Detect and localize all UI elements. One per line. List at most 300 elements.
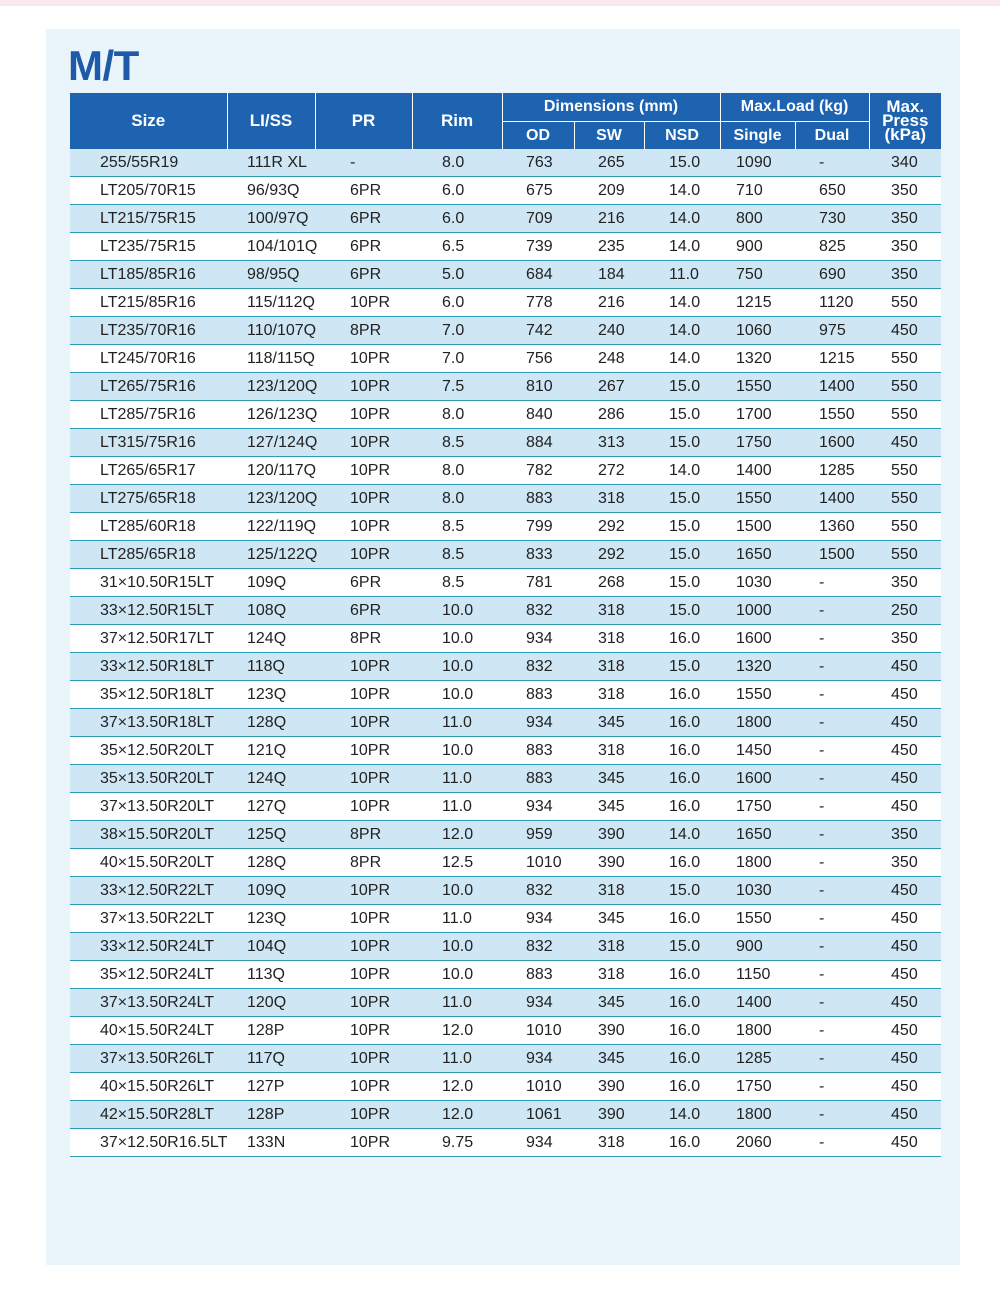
cell-sw: 318 (574, 961, 644, 989)
cell-rim: 10.0 (412, 933, 502, 961)
table-row (70, 289, 941, 317)
cell-li: 118/115Q (227, 345, 315, 373)
page-title: M/T (68, 42, 139, 89)
cell-dual: 1215 (795, 345, 869, 373)
cell-od: 934 (502, 1045, 574, 1073)
cell-li: 109Q (227, 877, 315, 905)
cell-pr: 10PR (315, 1073, 412, 1101)
cell-sw: 390 (574, 1017, 644, 1045)
cell-rim: 12.5 (412, 849, 502, 877)
cell-nsd: 15.0 (644, 429, 720, 457)
header-max-press-line3: (kPa) (884, 125, 927, 144)
cell-single: 1060 (720, 317, 795, 345)
cell-rim: 11.0 (412, 793, 502, 821)
cell-dual: - (795, 1129, 869, 1157)
cell-od: 934 (502, 989, 574, 1017)
cell-nsd: 14.0 (644, 317, 720, 345)
cell-nsd: 15.0 (644, 149, 720, 177)
table-row (70, 961, 941, 989)
table-row (70, 261, 941, 289)
cell-size: 37×13.50R20LT (70, 793, 227, 821)
cell-pr: 10PR (315, 345, 412, 373)
cell-od: 684 (502, 261, 574, 289)
cell-rim: 10.0 (412, 597, 502, 625)
table-row (70, 989, 941, 1017)
table-row (70, 905, 941, 933)
header-sw: SW (574, 122, 644, 150)
cell-pr: 10PR (315, 485, 412, 513)
cell-rim: 12.0 (412, 1073, 502, 1101)
cell-od: 934 (502, 625, 574, 653)
cell-li: 120Q (227, 989, 315, 1017)
cell-nsd: 15.0 (644, 373, 720, 401)
cell-press: 550 (869, 457, 941, 485)
cell-nsd: 15.0 (644, 877, 720, 905)
cell-od: 675 (502, 177, 574, 205)
cell-li: 123/120Q (227, 485, 315, 513)
tire-spec-table (70, 93, 941, 1157)
header-size: Size (70, 93, 227, 149)
cell-sw: 184 (574, 261, 644, 289)
cell-single: 1215 (720, 289, 795, 317)
cell-dual: - (795, 597, 869, 625)
cell-li: 123Q (227, 681, 315, 709)
cell-rim: 8.0 (412, 485, 502, 513)
cell-size: 37×12.50R16.5LT (70, 1129, 227, 1157)
cell-size: 35×12.50R20LT (70, 737, 227, 765)
cell-size: 37×12.50R17LT (70, 625, 227, 653)
cell-sw: 390 (574, 1073, 644, 1101)
cell-sw: 345 (574, 905, 644, 933)
cell-nsd: 15.0 (644, 541, 720, 569)
cell-od: 756 (502, 345, 574, 373)
cell-rim: 8.0 (412, 457, 502, 485)
cell-sw: 345 (574, 765, 644, 793)
cell-press: 250 (869, 597, 941, 625)
cell-pr: 6PR (315, 261, 412, 289)
cell-li: 100/97Q (227, 205, 315, 233)
cell-size: LT285/65R18 (70, 541, 227, 569)
cell-pr: 10PR (315, 877, 412, 905)
table-row (70, 653, 941, 681)
cell-sw: 345 (574, 793, 644, 821)
cell-press: 350 (869, 205, 941, 233)
cell-dual: - (795, 149, 869, 177)
table-row (70, 709, 941, 737)
cell-li: 128Q (227, 849, 315, 877)
cell-dual: - (795, 877, 869, 905)
cell-size: LT215/85R16 (70, 289, 227, 317)
cell-sw: 313 (574, 429, 644, 457)
cell-sw: 318 (574, 653, 644, 681)
cell-li: 104Q (227, 933, 315, 961)
cell-single: 1600 (720, 625, 795, 653)
cell-nsd: 16.0 (644, 905, 720, 933)
table-row (70, 345, 941, 373)
cell-pr: 6PR (315, 177, 412, 205)
cell-size: LT185/85R16 (70, 261, 227, 289)
cell-single: 1800 (720, 1017, 795, 1045)
cell-dual: - (795, 709, 869, 737)
cell-press: 450 (869, 765, 941, 793)
table-row (70, 625, 941, 653)
cell-nsd: 16.0 (644, 793, 720, 821)
cell-li: 110/107Q (227, 317, 315, 345)
cell-li: 111R XL (227, 149, 315, 177)
cell-size: LT275/65R18 (70, 485, 227, 513)
cell-sw: 272 (574, 457, 644, 485)
cell-sw: 292 (574, 541, 644, 569)
cell-dual: 1550 (795, 401, 869, 429)
cell-li: 123Q (227, 905, 315, 933)
cell-od: 763 (502, 149, 574, 177)
cell-od: 1010 (502, 849, 574, 877)
table-row (70, 821, 941, 849)
cell-press: 550 (869, 485, 941, 513)
cell-pr: - (315, 149, 412, 177)
cell-dual: 1600 (795, 429, 869, 457)
cell-sw: 216 (574, 205, 644, 233)
cell-li: 133N (227, 1129, 315, 1157)
cell-dual: - (795, 821, 869, 849)
cell-li: 125/122Q (227, 541, 315, 569)
cell-single: 1650 (720, 821, 795, 849)
cell-press: 450 (869, 989, 941, 1017)
cell-size: 37×13.50R26LT (70, 1045, 227, 1073)
table-row (70, 1017, 941, 1045)
cell-sw: 268 (574, 569, 644, 597)
cell-sw: 248 (574, 345, 644, 373)
cell-pr: 10PR (315, 373, 412, 401)
cell-single: 1550 (720, 373, 795, 401)
cell-nsd: 15.0 (644, 513, 720, 541)
cell-single: 1150 (720, 961, 795, 989)
cell-rim: 8.5 (412, 541, 502, 569)
cell-press: 450 (869, 793, 941, 821)
cell-nsd: 15.0 (644, 485, 720, 513)
cell-dual: - (795, 793, 869, 821)
cell-single: 1030 (720, 569, 795, 597)
cell-rim: 10.0 (412, 653, 502, 681)
cell-rim: 10.0 (412, 737, 502, 765)
cell-single: 1400 (720, 989, 795, 1017)
cell-sw: 265 (574, 149, 644, 177)
cell-rim: 12.0 (412, 1101, 502, 1129)
table-row (70, 597, 941, 625)
cell-single: 1550 (720, 485, 795, 513)
cell-nsd: 16.0 (644, 737, 720, 765)
table-row (70, 681, 941, 709)
cell-dual: 975 (795, 317, 869, 345)
table-row (70, 793, 941, 821)
cell-rim: 6.0 (412, 177, 502, 205)
table-row (70, 457, 941, 485)
table-header (70, 93, 941, 149)
cell-pr: 10PR (315, 1045, 412, 1073)
cell-press: 350 (869, 625, 941, 653)
cell-li: 124Q (227, 625, 315, 653)
cell-rim: 12.0 (412, 1017, 502, 1045)
cell-sw: 292 (574, 513, 644, 541)
cell-sw: 216 (574, 289, 644, 317)
table-row (70, 737, 941, 765)
cell-single: 1450 (720, 737, 795, 765)
cell-single: 1320 (720, 653, 795, 681)
cell-od: 883 (502, 681, 574, 709)
cell-nsd: 16.0 (644, 1017, 720, 1045)
cell-press: 450 (869, 681, 941, 709)
header-max-press-line2: Press (882, 111, 929, 130)
cell-size: LT265/65R17 (70, 457, 227, 485)
cell-rim: 7.0 (412, 317, 502, 345)
cell-li: 113Q (227, 961, 315, 989)
cell-li: 123/120Q (227, 373, 315, 401)
cell-dual: - (795, 1101, 869, 1129)
cell-rim: 10.0 (412, 681, 502, 709)
cell-dual: - (795, 905, 869, 933)
cell-size: 33×12.50R24LT (70, 933, 227, 961)
cell-press: 350 (869, 261, 941, 289)
cell-pr: 10PR (315, 457, 412, 485)
cell-press: 450 (869, 653, 941, 681)
cell-nsd: 16.0 (644, 625, 720, 653)
cell-od: 832 (502, 597, 574, 625)
cell-pr: 6PR (315, 233, 412, 261)
cell-pr: 10PR (315, 1017, 412, 1045)
cell-rim: 8.0 (412, 149, 502, 177)
cell-dual: - (795, 569, 869, 597)
cell-od: 709 (502, 205, 574, 233)
cell-nsd: 16.0 (644, 681, 720, 709)
cell-pr: 10PR (315, 961, 412, 989)
cell-size: 33×12.50R15LT (70, 597, 227, 625)
cell-nsd: 14.0 (644, 205, 720, 233)
cell-pr: 6PR (315, 597, 412, 625)
cell-press: 450 (869, 317, 941, 345)
cell-dual: - (795, 1073, 869, 1101)
cell-rim: 6.5 (412, 233, 502, 261)
cell-od: 883 (502, 737, 574, 765)
cell-rim: 6.0 (412, 205, 502, 233)
table-row (70, 149, 941, 177)
cell-rim: 6.0 (412, 289, 502, 317)
cell-pr: 10PR (315, 793, 412, 821)
cell-single: 1800 (720, 1101, 795, 1129)
cell-nsd: 11.0 (644, 261, 720, 289)
cell-rim: 7.5 (412, 373, 502, 401)
cell-li: 127Q (227, 793, 315, 821)
cell-press: 550 (869, 345, 941, 373)
cell-pr: 10PR (315, 541, 412, 569)
cell-dual: 730 (795, 205, 869, 233)
cell-press: 450 (869, 1017, 941, 1045)
cell-od: 782 (502, 457, 574, 485)
cell-single: 1550 (720, 681, 795, 709)
cell-pr: 10PR (315, 653, 412, 681)
cell-size: 33×12.50R22LT (70, 877, 227, 905)
cell-rim: 11.0 (412, 905, 502, 933)
cell-li: 122/119Q (227, 513, 315, 541)
cell-dual: - (795, 681, 869, 709)
cell-li: 96/93Q (227, 177, 315, 205)
cell-single: 1800 (720, 849, 795, 877)
cell-od: 799 (502, 513, 574, 541)
cell-single: 1500 (720, 513, 795, 541)
cell-rim: 7.0 (412, 345, 502, 373)
cell-od: 742 (502, 317, 574, 345)
cell-sw: 209 (574, 177, 644, 205)
cell-size: 35×12.50R24LT (70, 961, 227, 989)
table-row (70, 1101, 941, 1129)
table-row (70, 877, 941, 905)
cell-nsd: 16.0 (644, 989, 720, 1017)
cell-sw: 318 (574, 933, 644, 961)
cell-nsd: 14.0 (644, 345, 720, 373)
cell-nsd: 16.0 (644, 709, 720, 737)
cell-pr: 10PR (315, 989, 412, 1017)
header-single: Single (720, 122, 795, 150)
cell-press: 450 (869, 1073, 941, 1101)
table-body (70, 149, 941, 1157)
cell-single: 900 (720, 933, 795, 961)
cell-sw: 390 (574, 821, 644, 849)
cell-rim: 5.0 (412, 261, 502, 289)
cell-dual: 690 (795, 261, 869, 289)
cell-sw: 318 (574, 625, 644, 653)
table-row (70, 1073, 941, 1101)
cell-li: 124Q (227, 765, 315, 793)
cell-press: 550 (869, 541, 941, 569)
cell-size: 33×12.50R18LT (70, 653, 227, 681)
cell-size: LT235/70R16 (70, 317, 227, 345)
cell-nsd: 16.0 (644, 849, 720, 877)
cell-press: 550 (869, 373, 941, 401)
cell-size: LT205/70R15 (70, 177, 227, 205)
table-row (70, 569, 941, 597)
cell-od: 833 (502, 541, 574, 569)
header-li-ss: LI/SS (227, 93, 315, 149)
cell-li: 98/95Q (227, 261, 315, 289)
cell-pr: 10PR (315, 289, 412, 317)
cell-press: 450 (869, 1129, 941, 1157)
header-dual: Dual (795, 122, 869, 150)
cell-od: 959 (502, 821, 574, 849)
cell-size: LT285/60R18 (70, 513, 227, 541)
cell-pr: 6PR (315, 205, 412, 233)
cell-li: 109Q (227, 569, 315, 597)
cell-single: 1750 (720, 1073, 795, 1101)
cell-single: 1750 (720, 429, 795, 457)
cell-rim: 11.0 (412, 1045, 502, 1073)
cell-pr: 10PR (315, 1101, 412, 1129)
cell-press: 450 (869, 737, 941, 765)
cell-size: 38×15.50R20LT (70, 821, 227, 849)
cell-li: 108Q (227, 597, 315, 625)
cell-sw: 318 (574, 1129, 644, 1157)
cell-dual: 650 (795, 177, 869, 205)
cell-dual: 1500 (795, 541, 869, 569)
cell-single: 1650 (720, 541, 795, 569)
cell-single: 1320 (720, 345, 795, 373)
cell-sw: 235 (574, 233, 644, 261)
cell-pr: 10PR (315, 737, 412, 765)
cell-li: 117Q (227, 1045, 315, 1073)
cell-sw: 345 (574, 709, 644, 737)
cell-od: 832 (502, 653, 574, 681)
cell-pr: 8PR (315, 317, 412, 345)
cell-pr: 10PR (315, 933, 412, 961)
cell-press: 340 (869, 149, 941, 177)
header-dimensions: Dimensions (mm) (502, 93, 720, 122)
cell-single: 1090 (720, 149, 795, 177)
cell-pr: 8PR (315, 625, 412, 653)
header-max-load: Max.Load (kg) (720, 93, 869, 122)
cell-rim: 10.0 (412, 961, 502, 989)
table-row (70, 401, 941, 429)
cell-dual: 825 (795, 233, 869, 261)
cell-size: LT285/75R16 (70, 401, 227, 429)
cell-od: 778 (502, 289, 574, 317)
cell-od: 883 (502, 765, 574, 793)
cell-od: 739 (502, 233, 574, 261)
cell-li: 128P (227, 1017, 315, 1045)
cell-size: 37×13.50R18LT (70, 709, 227, 737)
cell-dual: - (795, 1045, 869, 1073)
cell-press: 350 (869, 233, 941, 261)
cell-sw: 390 (574, 1101, 644, 1129)
table-row (70, 849, 941, 877)
cell-sw: 345 (574, 989, 644, 1017)
cell-rim: 8.0 (412, 401, 502, 429)
cell-rim: 10.0 (412, 625, 502, 653)
cell-sw: 318 (574, 681, 644, 709)
table-row (70, 429, 941, 457)
cell-press: 350 (869, 849, 941, 877)
cell-nsd: 14.0 (644, 177, 720, 205)
cell-size: 37×13.50R24LT (70, 989, 227, 1017)
cell-nsd: 16.0 (644, 1129, 720, 1157)
cell-rim: 11.0 (412, 989, 502, 1017)
cell-single: 2060 (720, 1129, 795, 1157)
cell-sw: 318 (574, 597, 644, 625)
cell-nsd: 15.0 (644, 933, 720, 961)
cell-press: 450 (869, 709, 941, 737)
cell-od: 934 (502, 709, 574, 737)
cell-sw: 318 (574, 877, 644, 905)
cell-press: 350 (869, 821, 941, 849)
cell-sw: 318 (574, 485, 644, 513)
cell-sw: 390 (574, 849, 644, 877)
table-row (70, 317, 941, 345)
cell-nsd: 15.0 (644, 401, 720, 429)
cell-dual: - (795, 961, 869, 989)
cell-od: 934 (502, 905, 574, 933)
cell-single: 900 (720, 233, 795, 261)
header-max-press-line1: Max. (886, 97, 925, 116)
cell-size: 255/55R19 (70, 149, 227, 177)
cell-dual: - (795, 737, 869, 765)
header-rim: Rim (412, 93, 502, 149)
cell-pr: 10PR (315, 513, 412, 541)
cell-size: 31×10.50R15LT (70, 569, 227, 597)
cell-size: 37×13.50R22LT (70, 905, 227, 933)
cell-od: 810 (502, 373, 574, 401)
cell-nsd: 16.0 (644, 961, 720, 989)
cell-size: 42×15.50R28LT (70, 1101, 227, 1129)
table-row (70, 205, 941, 233)
cell-pr: 10PR (315, 709, 412, 737)
cell-single: 1550 (720, 905, 795, 933)
